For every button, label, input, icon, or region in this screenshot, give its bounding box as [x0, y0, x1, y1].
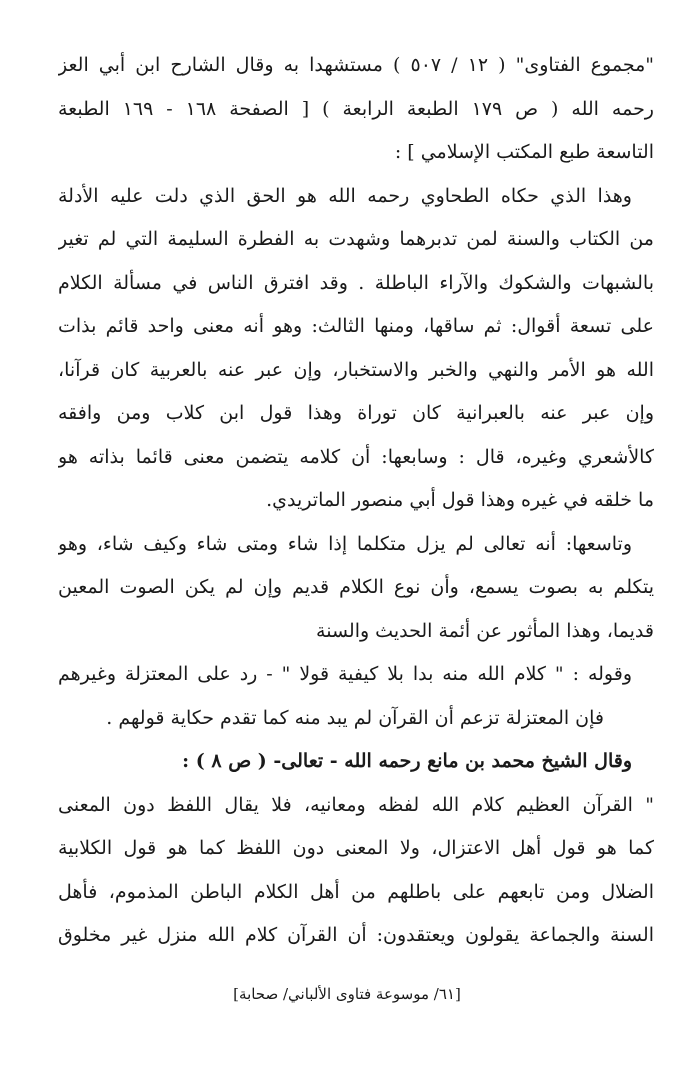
text-line: رحمه الله ( ص ١٧٩ الطبعة الرابعة ) [ الصفحة ١٦٨ - ١٦٩ الطبعة	[58, 97, 654, 120]
text-line: وتاسعها: أنه تعالى لم يزل متكلما إذا شاء ومتى شاء وكيف شاء، وهو	[58, 532, 632, 555]
text-line-heading: وقال الشيخ محمد بن مانع رحمه الله - تعالى- ( ص ٨ ) :	[182, 750, 632, 772]
text-line: "مجموع الفتاوى" ( ١٢ / ٥٠٧ ) مستشهدا به وقال الشارح ابن أبي العز	[58, 54, 654, 76]
text-line: ما خلقه في غيره وهذا قول أبي منصور الماتريدي.	[266, 489, 654, 511]
body-text	[58, 44, 654, 958]
page-footer: [٦١/ موسوعة فتاوى الألباني/ صحابة]	[233, 985, 461, 1003]
text-line: الضلال ومن تابعهم على باطلهم من أهل الكلام الباطن المذموم، فأهل	[58, 880, 654, 903]
text-line: كالأشعري وغيره، قال : وسابعها: أن كلامه يتضمن معنى قائما بذاته هو	[58, 445, 654, 468]
text-line: على تسعة أقوال: ثم ساقها، ومنها الثالث: وهو أنه معنى واحد قائم بذات	[58, 315, 654, 337]
text-line: السنة والجماعة يقولون ويعتقدون: أن القرآن كلام الله منزل غير مخلوق	[58, 924, 654, 946]
text-line: التاسعة طبع المكتب الإسلامي ] :	[394, 141, 654, 163]
text-line: " القرآن العظيم كلام الله لفظه ومعانيه، فلا يقال اللفظ دون المعنى	[58, 793, 654, 816]
text-line: وقوله : " كلام الله منه بدا بلا كيفية قولا " - رد على المعتزلة وغيرهم	[58, 663, 632, 685]
text-line: يتكلم به بصوت يسمع، وأن نوع الكلام قديم وإن لم يكن الصوت المعين	[58, 576, 654, 598]
text-line: وهذا الذي حكاه الطحاوي رحمه الله هو الحق الذي دلت عليه الأدلة	[58, 184, 632, 207]
text-line: من الكتاب والسنة لمن تدبرهما وشهدت به الفطرة السليمة التي لم تغير	[58, 228, 654, 250]
text-line: وإن عبر عنه بالعبرانية كان توراة وهذا قول ابن كلاب ومن وافقه	[58, 402, 654, 424]
text-line: قديما، وهذا المأثور عن أئمة الحديث والسنة	[316, 619, 654, 642]
text-line: كما هو قول أهل الاعتزال، ولا المعنى دون اللفظ كما هو قول الكلابية	[58, 837, 654, 859]
text-line: فإن المعتزلة تزعم أن القرآن لم يبد منه كما تقدم حكاية قولهم .	[106, 706, 604, 729]
text-line: بالشبهات والشكوك والآراء الباطلة . وقد افترق الناس في مسألة الكلام	[58, 271, 654, 294]
text-line: الله هو الأمر والنهي والخبر والاستخبار، وإن عبر عنه بالعربية كان قرآنا،	[58, 358, 654, 381]
